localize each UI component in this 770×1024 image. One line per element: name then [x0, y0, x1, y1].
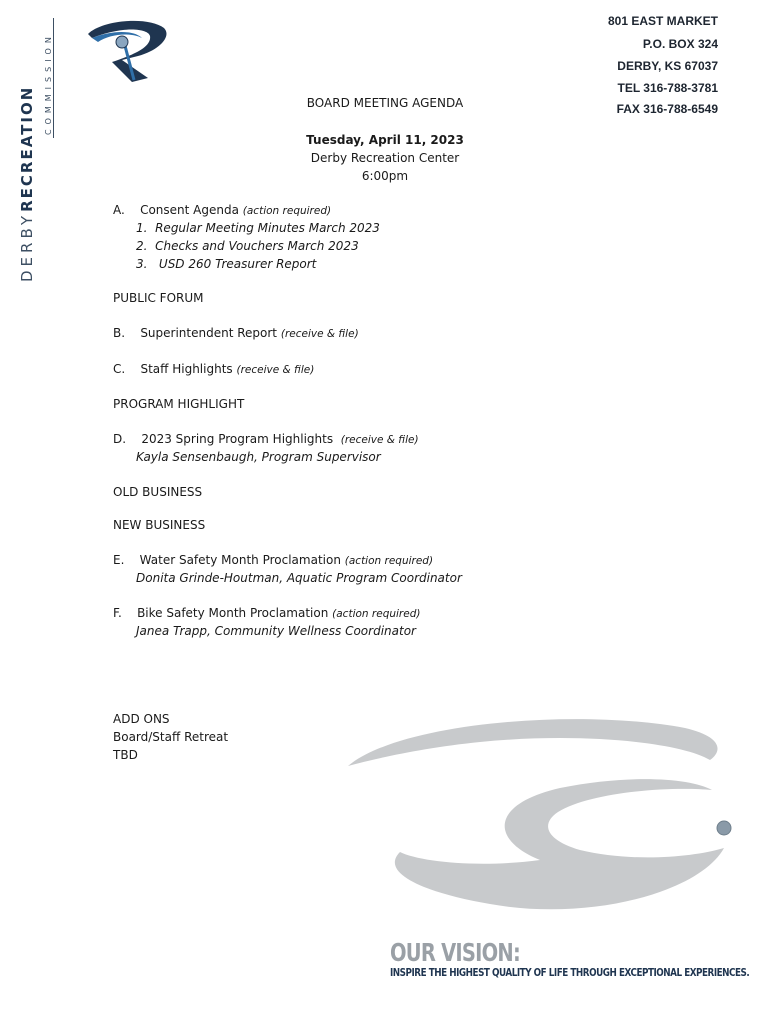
- logo-icon: [82, 16, 172, 86]
- address-street: 801 EAST MARKET: [607, 14, 718, 28]
- old-business-heading: OLD BUSINESS: [113, 485, 203, 499]
- add-ons-tbd: TBD: [113, 748, 138, 762]
- program-highlight-heading: PROGRAM HIGHLIGHT: [113, 397, 245, 411]
- agenda-item-d: D. 2023 Spring Program Highlights (receive & file): [113, 432, 419, 446]
- vision-title: OUR VISION:: [390, 938, 520, 967]
- address-tel: TEL 316-788-3781: [617, 81, 718, 95]
- consent-item-1: 1. Regular Meeting Minutes March 2023: [136, 221, 380, 235]
- vision-statement: INSPIRE THE HIGHEST QUALITY OF LIFE THROUGH EXCEPTIONAL EXPERIENCES.: [390, 966, 750, 979]
- agenda-item-d-presenter: Kayla Sensenbaugh, Program Supervisor: [136, 450, 381, 464]
- address-city: DERBY, KS 67037: [617, 59, 718, 73]
- consent-item-3: 3. USD 260 Treasurer Report: [136, 257, 317, 271]
- agenda-title: BOARD MEETING AGENDA: [306, 96, 464, 110]
- side-brand-derby: DERBY: [18, 211, 36, 282]
- agenda-item-e: E. Water Safety Month Proclamation (action required): [113, 553, 434, 567]
- agenda-item-e-presenter: Donita Grinde-Houtman, Aquatic Program Coordinator: [136, 571, 462, 585]
- consent-item-2: 2. Checks and Vouchers March 2023: [136, 239, 359, 253]
- agenda-item-a: A. Consent Agenda (action required): [113, 203, 332, 217]
- agenda-item-f: F. Bike Safety Month Proclamation (action required): [113, 606, 421, 620]
- swirl-watermark-icon: [340, 712, 740, 922]
- meeting-location: Derby Recreation Center: [310, 151, 460, 165]
- side-divider: [53, 18, 54, 138]
- address-fax: FAX 316-788-6549: [616, 102, 718, 116]
- side-brand-recreation: RECREATION: [18, 85, 36, 212]
- meeting-time: 6:00pm: [361, 169, 409, 183]
- new-business-heading: NEW BUSINESS: [113, 518, 206, 532]
- agenda-item-c: C. Staff Highlights (receive & file): [113, 362, 315, 376]
- agenda-item-b: B. Superintendent Report (receive & file): [113, 326, 359, 340]
- add-ons-item: Board/Staff Retreat: [113, 730, 229, 744]
- side-brand-commission: COMMISSION: [44, 32, 53, 135]
- add-ons-heading: ADD ONS: [113, 712, 170, 726]
- address-po-box: P.O. BOX 324: [642, 37, 718, 51]
- agenda-item-f-presenter: Janea Trapp, Community Wellness Coordinator: [136, 624, 416, 638]
- public-forum-heading: PUBLIC FORUM: [113, 291, 204, 305]
- meeting-date: Tuesday, April 11, 2023: [306, 133, 464, 147]
- side-brand: [18, 86, 36, 282]
